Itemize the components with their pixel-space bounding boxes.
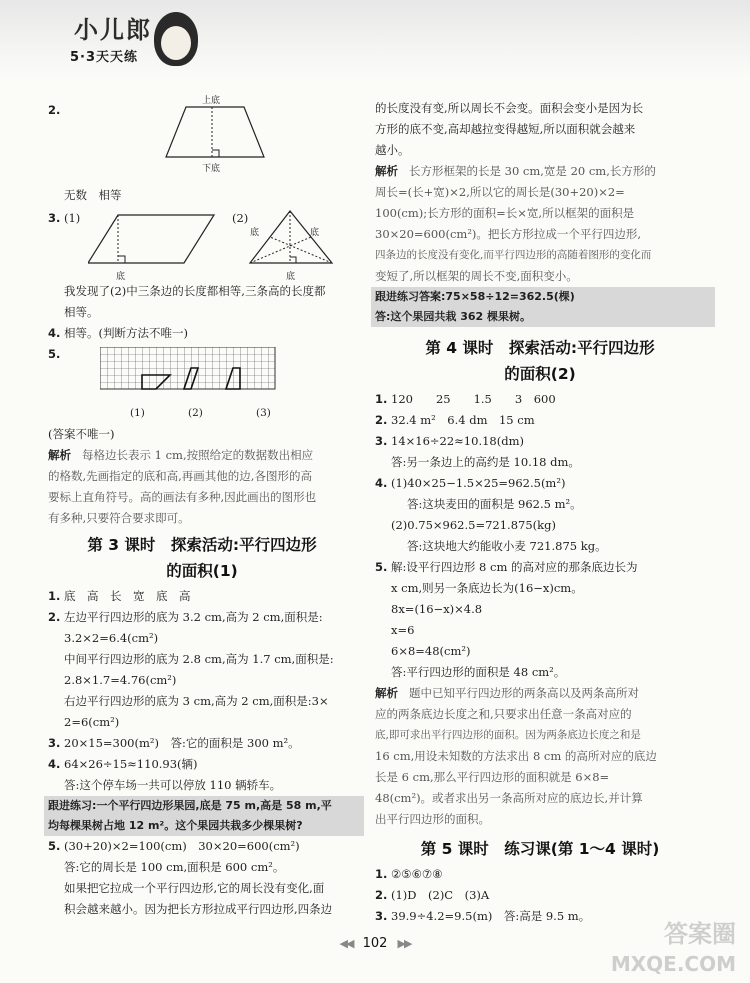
question-number: 3. [48, 211, 61, 225]
l4-q1-text: 120 25 1.5 3 600 [391, 392, 556, 406]
l4-q5-line: 答:平行四边形的面积是 48 cm²。 [391, 665, 566, 679]
follow-up-answer-line: 跟进练习答案:75×58÷12=362.5(棵) [375, 290, 575, 303]
l4-q4-text: (1)40×25−1.5×25=962.5(m²) [391, 476, 566, 490]
l5-q2-text: (1)D (2)C (3)A [391, 888, 490, 902]
analysis-line: 变短了,所以框架的周长不变,面积变小。 [375, 269, 578, 283]
l4-q3-answer: 答:另一条边上的高约是 10.18 dm。 [391, 455, 580, 469]
analysis-line: 四条边的长度没有变化,而平行四边形的高随着图形的变化而 [375, 249, 652, 261]
l3-q2-line: 右边平行四边形的底为 3 cm,高为 2 cm,面积是:3× [64, 694, 329, 708]
analysis-line: 30×20=600(cm²)。把长方形拉成一个平行四边形, [375, 227, 642, 241]
analysis-label: 解析 [48, 448, 71, 462]
l4-q5-line: 6×8=48(cm²) [391, 644, 471, 658]
upper-base-label: 上底 [202, 96, 221, 106]
lesson-4-title-cont: 的面积(2) [504, 365, 576, 383]
analysis-line: 48(cm²)。或者求出另一条高所对应的底边长,并计算 [375, 791, 643, 805]
left-side-label: 底 [250, 228, 260, 238]
l3-question-1 [48, 586, 356, 607]
continued-line: 的长度没有变,所以周长不会变。面积会变小是因为长 [375, 101, 644, 115]
follow-up-exercise [44, 796, 364, 836]
analysis-line [375, 683, 705, 704]
l5-q1-text: ②⑤⑥⑦⑧ [391, 867, 443, 881]
analysis-label: 解析 [375, 686, 398, 700]
question-number: 2. [375, 888, 388, 902]
part-2-label: (2) [232, 211, 249, 225]
analysis-line: 有多种,只要符合要求即可。 [48, 511, 190, 525]
analysis-text: 每格边长表示 1 cm,按照给定的数据数出相应 [81, 448, 314, 462]
analysis-line: 16 cm,用设未知数的方法求出 8 cm 的高所对应的底边 [375, 749, 657, 763]
analysis-line: 应的两条底边长度之和,只要求出任意一条高对应的 [375, 707, 632, 721]
question-number: 5. [375, 560, 388, 574]
l4-q4-part2: (2)0.75×962.5=721.875(kg) [391, 518, 556, 532]
analysis-text: 题中已知平行四边形的两条高以及两条高所对 [408, 686, 639, 700]
grid-label-1: (1) [130, 407, 145, 419]
l4-q3-text: 14×16÷22≈10.18(dm) [391, 434, 524, 448]
l4-question-2 [375, 410, 705, 431]
trapezoid-figure [48, 96, 356, 185]
l3-q1-text: 底 高 长 宽 底 高 [64, 589, 191, 603]
l3-question-4 [48, 754, 356, 775]
analysis-line [375, 161, 705, 182]
l5-question-1 [375, 864, 705, 885]
l4-q2-text: 32.4 m² 6.4 dm 15 cm [391, 413, 535, 427]
l3-q2-line: 2=6(cm²) [64, 715, 120, 729]
q4-text: 相等。(判断方法不唯一) [64, 326, 188, 340]
question-number: 2. [48, 103, 61, 117]
l4-question-5 [375, 557, 705, 578]
grid-labels [48, 403, 356, 424]
question-number: 2. [375, 413, 388, 427]
l3-q4-answer: 答:这个停车场一共可以停放 110 辆轿车。 [64, 778, 282, 792]
question-number: 3. [375, 909, 388, 923]
logo-title: 小儿郎 [74, 16, 152, 44]
logo [58, 8, 208, 78]
l3-question-5 [48, 836, 356, 857]
analysis-line: 长是 6 cm,那么平行四边形的面积就是 6×8= [375, 770, 610, 784]
prev-page-arrows-icon: ◀◀ [339, 937, 353, 950]
analysis-line: 要标上直角符号。高的画法有多种,因此画出的图形也 [48, 490, 317, 504]
next-page-arrows-icon: ▶▶ [397, 937, 411, 950]
right-column [375, 98, 705, 927]
grid-label-2: (2) [188, 407, 203, 419]
question-number: 2. [48, 610, 61, 624]
analysis-line: 周长=(长+宽)×2,所以它的周长是(30+20)×2= [375, 185, 625, 199]
q5-note: (答案不唯一) [48, 427, 115, 441]
l4-q5-line: x cm,则另一条底边长为(16−x)cm。 [391, 581, 583, 595]
lesson-3-title: 第 3 课时 探索活动:平行四边形 [87, 536, 317, 554]
l3-question-2 [48, 607, 356, 628]
l3-q5-line: 如果把它拉成一个平行四边形,它的周长没有变化,面 [64, 881, 325, 895]
l4-q5-line: x=6 [391, 623, 415, 637]
question-number: 1. [48, 589, 61, 603]
lower-base-label: 下底 [202, 164, 221, 174]
page-number: 102 [362, 936, 388, 951]
question-number: 4. [48, 757, 61, 771]
l3-q5-answer: 答:它的周长是 100 cm,面积是 600 cm²。 [64, 860, 285, 874]
l3-q3-text: 20×15=300(m²) 答:它的面积是 300 m²。 [64, 736, 300, 750]
follow-up-answer-line: 答:这个果园共栽 362 棵果树。 [375, 310, 532, 323]
q3-text-line: 我发现了(2)中三条边的长度都相等,三条高的长度都 [64, 284, 326, 298]
l3-q2-line: 3.2×2=6.4(cm²) [64, 631, 159, 645]
watermark [611, 919, 736, 979]
follow-up-line: 均每棵果树占地 12 m²。这个果园共栽多少棵果树? [48, 819, 303, 832]
question-number: 3. [375, 434, 388, 448]
analysis-text: 长方形框架的长是 30 cm,宽是 20 cm,长方形的 [408, 164, 656, 178]
logo-subtitle: 5·3天天练 [70, 50, 139, 65]
trapezoid-diagram [158, 101, 298, 165]
grid-diagram [100, 347, 282, 391]
question-number: 5. [48, 347, 61, 361]
mascot-icon [154, 12, 198, 66]
analysis-line: 出平行四边形的面积。 [375, 812, 490, 826]
grid-figure [48, 365, 356, 403]
lesson-5-title: 第 5 课时 练习课(第 1～4 课时) [420, 840, 660, 858]
l3-q2-text: 左边平行四边形的底为 3.2 cm,高为 2 cm,面积是: [64, 610, 323, 624]
lesson-3-title-cont: 的面积(1) [166, 562, 238, 580]
l4-q5-text: 解:设平行四边形 8 cm 的高对应的那条底边长为 [391, 560, 638, 574]
l3-q5-line: 积会越来越小。因为把长方形拉成平行四边形,四条边 [64, 902, 333, 916]
part-1-label: (1) [64, 211, 81, 225]
base-label: 底 [116, 272, 126, 282]
triangle-diagram [248, 207, 348, 269]
l4-question-4 [375, 473, 705, 494]
q3-text-line: 相等。 [64, 305, 99, 319]
l4-question-3 [375, 431, 705, 452]
l4-q4-answer: 答:这块麦田的面积是 962.5 m²。 [407, 497, 582, 511]
l5-question-2 [375, 885, 705, 906]
lesson-4-title: 第 4 课时 探索活动:平行四边形 [425, 339, 655, 357]
watermark-url: MXQE.COM [610, 952, 736, 976]
grid-label-3: (3) [256, 407, 271, 419]
analysis-line: 的格数,先画指定的底和高,再画其他的边,各图形的高 [48, 469, 312, 483]
question-number: 5. [48, 839, 61, 853]
l3-q2-line: 2.8×1.7=4.76(cm²) [64, 673, 177, 687]
q3-figures [48, 229, 356, 281]
q2-answer: 无数 相等 [64, 188, 122, 202]
l4-question-1 [375, 389, 705, 410]
follow-up-line: 跟进练习:一个平行四边形果园,底是 75 m,高是 58 m,平 [48, 799, 332, 812]
l3-q5-text: (30+20)×2=100(cm) 30×20=600(cm²) [64, 839, 300, 853]
l3-q2-line: 中间平行四边形的底为 2.8 cm,高为 1.7 cm,面积是: [64, 652, 334, 666]
l3-q4-text: 64×26÷15≈110.93(辆) [64, 757, 198, 771]
question-number: 1. [375, 392, 388, 406]
continued-line: 方形的底不变,高却越拉变得越短,所以面积就会越来 [375, 122, 636, 136]
question-4 [48, 323, 356, 344]
bottom-side-label: 底 [286, 272, 296, 282]
watermark-title: 答案圈 [664, 920, 736, 948]
analysis-line: 底,即可求出平行四边形的面积。因为两条底边长度之和是 [375, 729, 641, 741]
follow-up-answer [371, 287, 715, 327]
continued-line: 越小。 [375, 143, 410, 157]
question-number: 1. [375, 867, 388, 881]
question-number: 4. [375, 476, 388, 490]
l4-q4-answer: 答:这块地大约能收小麦 721.875 kg。 [407, 539, 607, 553]
left-column [48, 96, 356, 920]
question-number: 4. [48, 326, 61, 340]
l4-q5-line: 8x=(16−x)×4.8 [391, 602, 483, 616]
right-side-label: 底 [310, 228, 320, 238]
question-number: 3. [48, 736, 61, 750]
l3-question-3 [48, 733, 356, 754]
analysis-line [48, 445, 356, 466]
analysis-label: 解析 [375, 164, 398, 178]
analysis-line: 100(cm);长方形的面积=长×宽,所以框架的面积是 [375, 206, 635, 220]
l5-q3-text: 39.9÷4.2=9.5(m) 答:高是 9.5 m。 [391, 909, 591, 923]
parallelogram-diagram [88, 211, 228, 271]
